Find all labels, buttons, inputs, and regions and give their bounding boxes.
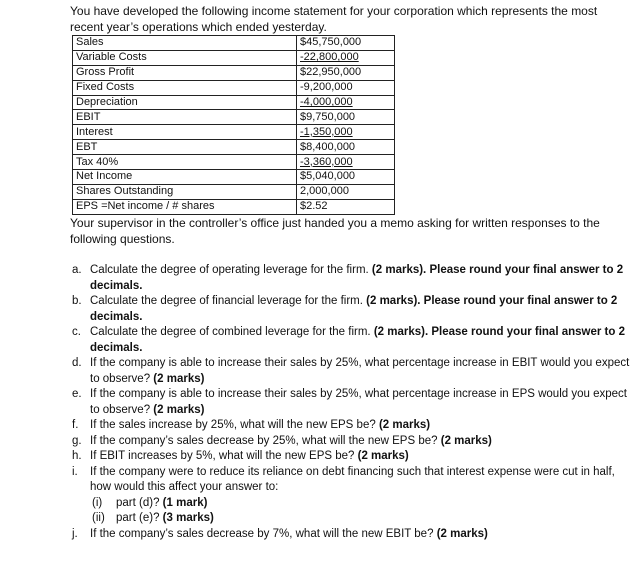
question-item [70,465,630,527]
statement-value: -3,360,000 [297,155,395,170]
statement-value: $45,750,000 [297,36,395,51]
question-marker: f. [72,419,79,431]
statement-row [73,110,395,125]
question-marks: (2 marks) [378,419,431,431]
question-marker: j. [72,527,78,540]
statement-value: 2,000,000 [297,184,395,199]
question-text: If the company were to reduce its reliance on debt financing such that interest expense were cut in half, how would this affect your answer to: [90,465,615,493]
question-marker: e. [72,388,82,400]
statement-label: Sales [73,36,297,51]
statement-label: Variable Costs [73,50,297,65]
question-marker: c. [72,326,81,338]
statement-label: EPS =Net income / # shares [73,199,297,214]
question-item [70,527,630,543]
statement-label: Gross Profit [73,65,297,80]
statement-label: Shares Outstanding [73,184,297,199]
intro-paragraph: You have developed the following income statement for your corporation which represents the most recent year’s operations which ended yesterday. [70,4,598,34]
statement-label: Net Income [73,170,297,185]
statement-row [73,199,395,214]
question-marker: h. [72,450,82,462]
question-item [70,325,630,356]
question-list [70,263,630,542]
question-marks: (2 marks) [357,450,409,462]
statement-value: $2.52 [297,199,395,214]
statement-label: Tax 40% [73,155,297,170]
statement-row [73,50,395,65]
question-marker: g. [72,434,82,447]
statement-value: -22,800,000 [297,50,395,65]
question-marker: d. [72,357,82,369]
statement-label: Fixed Costs [73,80,297,95]
question-item [70,263,630,294]
question-marks: (2 marks) [440,434,492,447]
question-text: If EBIT increases by 5%, what will the new EPS be? [90,450,358,462]
statement-value: $8,400,000 [297,140,395,155]
question-text: If the sales increase by 25%, what will the new EPS be? [90,419,379,431]
statement-row [73,95,395,110]
memo-paragraph: Your supervisor in the controller’s office just handed you a memo asking for written responses to the following questions. [70,216,600,246]
statement-row [73,80,395,95]
subpart-text: part (d)? [116,496,163,509]
statement-value: $22,950,000 [297,65,395,80]
question-marks: (2 marks). Please round your final answer to 2 decimals. [90,326,625,354]
statement-row [73,125,395,140]
question-marker: a. [72,264,82,276]
statement-label: EBIT [73,110,297,125]
subpart-marks: (1 mark) [162,496,208,509]
question-text: Calculate the degree of combined leverage for the firm. [90,326,374,338]
statement-row [73,184,395,199]
question-item [70,356,630,387]
statement-row [73,140,395,155]
statement-row [73,155,395,170]
question-text: If the company’s sales decrease by 7%, what will the new EBIT be? [90,527,437,540]
statement-value: -9,200,000 [297,80,395,95]
subpart-text: part (e)? [116,512,163,524]
question-item [70,387,630,418]
question-item [70,449,630,465]
question-text: Calculate the degree of financial leverage for the firm. [90,295,367,307]
question-marks: (2 marks) [436,527,488,540]
question-marks: (2 marks). Please round your final answer to 2 decimals. [90,264,624,292]
question-text: Calculate the degree of operating leverage for the firm. [90,264,372,276]
statement-label: Depreciation [73,95,297,110]
question-marker: b. [72,295,82,307]
subpart-marker: (ii) [92,512,105,524]
statement-value: $9,750,000 [297,110,395,125]
subpart-marks: (3 marks) [162,512,214,524]
statement-value: $5,040,000 [297,170,395,185]
question-marks: (2 marks) [153,403,205,416]
subpart-item [90,496,630,512]
question-marker: i. [72,465,78,478]
question-item [70,434,630,450]
question-text: If the company is able to increase their sales by 25%, what percentage increase in EBIT would you expect to observe? [90,357,630,385]
statement-value: -4,000,000 [297,95,395,110]
subpart-item [90,511,630,527]
statement-value: -1,350,000 [297,125,395,140]
question-item [70,418,630,434]
statement-row [73,36,395,51]
subpart-marker: (i) [92,496,103,509]
question-text: If the company’s sales decrease by 25%, what will the new EPS be? [90,434,441,447]
statement-row [73,65,395,80]
statement-label: EBT [73,140,297,155]
question-marks: (2 marks) [153,372,205,385]
income-statement-table [72,35,395,215]
question-marks: (2 marks). Please round your final answer to 2 decimals. [90,295,618,323]
question-item [70,294,630,325]
question-text: If the company is able to increase their sales by 25%, what percentage increase in EPS would you expect to observe? [90,388,627,416]
statement-row [73,170,395,185]
statement-label: Interest [73,125,297,140]
